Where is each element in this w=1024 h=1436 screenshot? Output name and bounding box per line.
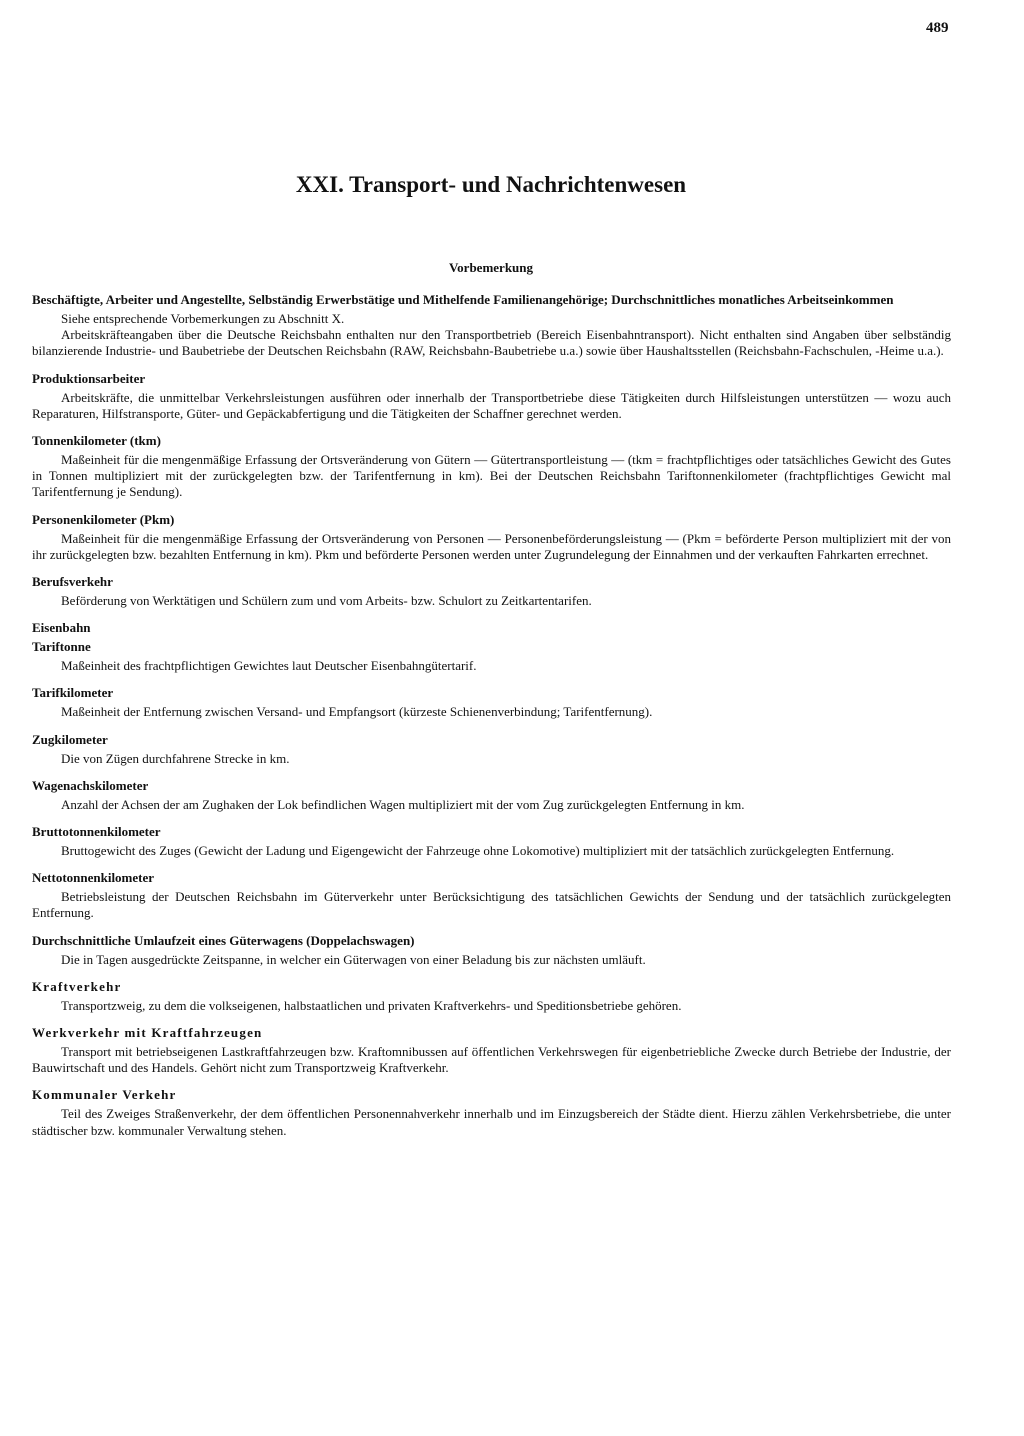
document-section [32,512,951,563]
document-section [32,933,951,968]
document-section [32,620,951,636]
document-section [32,824,951,859]
section-heading: Zugkilometer [32,731,108,747]
section-paragraph: Maßeinheit des frachtpflichtigen Gewichtes laut Deutscher Eisenbahngütertarif. [61,658,477,674]
section-heading: Wagenachskilometer [32,777,149,793]
document-section [32,732,951,767]
section-paragraph: Betriebsleistung der Deutschen Reichsbahn im Güterverkehr unter Berücksichtigung des tatsächlichen Gewichts der Sendung und der tatsächlich zurückgelegten Entfernung. [32,889,951,921]
section-paragraph: Maßeinheit für die mengenmäßige Erfassung der Ortsveränderung von Gütern — Gütertransportleistung — (tkm = frachtpflichtiges oder tatsächliches Gewicht des Gutes in Tonnen multipliziert mit der zurückgelegten bzw. der Tarifentfernung in km). Bei der Deutschen Reichsbahn Tariftonnenkilometer (frachtpflichtiges Gewicht mal Tarifentfernung je Sendung). [32,452,951,500]
section-paragraph: Beförderung von Werktätigen und Schülern zum und vom Arbeits- bzw. Schulort zu Zeitkartentarifen. [61,593,592,609]
section-subtitle: Vorbemerkung [448,260,534,275]
section-heading: Werkverkehr mit Kraftfahrzeugen [32,1025,263,1041]
section-paragraph: Maßeinheit der Entfernung zwischen Versand- und Empfangsort (kürzeste Schienenverbindung; Tarifentfernung). [61,704,653,720]
document-section [32,979,951,1014]
section-heading: Beschäftigte, Arbeiter und Angestellte, Selbständig Erwerbstätige und Mithelfende Familienangehörige; Durchschnittliches monatliches Arbeitseinkommen [32,292,894,307]
section-paragraph: Die von Zügen durchfahrene Strecke in km. [61,750,290,766]
section-paragraph: Die in Tagen ausgedrückte Zeitspanne, in welcher ein Güterwagen von einer Beladung bis zur nächsten umläuft. [61,951,646,967]
page-title: XXI. Transport- und Nachrichtenwesen [295,172,687,197]
section-heading: Nettotonnenkilometer [32,870,155,886]
document-section [32,1087,951,1138]
section-paragraph: Maßeinheit für die mengenmäßige Erfassung der Ortsveränderung von Personen — Personenbeförderungsleistung — (Pkm = beförderte Person multipliziert mit der von ihr zurückgelegten bzw. bezahlten Entfernung in km). Pkm und beförderte Personen werden unter Zugrundelegung der Einnahmen und der verkauften Fahrkarten errechnet. [32,530,951,562]
section-heading: Tonnenkilometer (tkm) [32,433,161,449]
section-heading: Durchschnittliche Umlaufzeit eines Güterwagens (Doppelachswagen) [32,932,415,948]
document-body [32,292,951,1150]
section-heading: Produktionsarbeiter [32,370,146,386]
section-paragraph: Anzahl der Achsen der am Zughaken der Lok befindlichen Wagen multipliziert mit der vom Zug zurückgelegten Entfernung in km. [61,796,745,812]
section-paragraph: Bruttogewicht des Zuges (Gewicht der Ladung und Eigengewicht der Fahrzeuge ohne Lokomotive) multipliziert mit der tatsächlich zurückgelegten Entfernung. [61,843,895,859]
section-heading: Bruttotonnenkilometer [32,824,161,840]
section-heading: Personenkilometer (Pkm) [32,511,175,527]
section-paragraph: Teil des Zweiges Straßenverkehr, der dem öffentlichen Personennahverkehr innerhalb und im Einzugsbereich der Städte dient. Hierzu zählen Verkehrsbetriebe, die unter städtischer bzw. kommunaler Verwaltung stehen. [32,1106,951,1138]
document-section [32,685,951,720]
section-paragraph: Transportzweig, zu dem die volkseigenen, halbstaatlichen und privaten Kraftverkehrs- und Speditionsbetriebe gehören. [61,997,682,1013]
section-heading: Kommunaler Verkehr [32,1087,177,1103]
section-heading: Tarifkilometer [32,685,114,701]
section-heading: Berufsverkehr [32,574,113,590]
document-section [32,433,951,501]
document-section [32,371,951,422]
document-section [32,639,951,674]
section-paragraph: Siehe entsprechende Vorbemerkungen zu Abschnitt X. [61,311,345,326]
section-paragraph: Transport mit betriebseigenen Lastkraftfahrzeugen bzw. Kraftomnibussen auf öffentlichen Verkehrswegen für eigenbetriebliche Zwecke durch Betriebe der Industrie, der Bauwirtschaft und des Handels. Gehört nicht zum Transportzweig Kraftverkehr. [32,1044,951,1076]
page-number: 489 [926,20,949,36]
document-section [32,1025,951,1076]
document-section [32,778,951,813]
section-heading: Tariftonne [32,639,91,655]
document-section [32,574,951,609]
document-section [32,870,951,921]
section-paragraph: Arbeitskräfteangaben über die Deutsche Reichsbahn enthalten nur den Transportbetrieb (Bereich Eisenbahntransport). Nicht enthalten sind Angaben über selbständig bilanzierende Industrie- und Baubetriebe der Deutschen Reichsbahn (RAW, Reichsbahn-Baubetriebe u.a.) sowie über Haushaltsstellen (Reichsbahn-Fachschulen, -Heime u.a.). [32,327,951,359]
document-section [32,292,951,360]
section-paragraph: Arbeitskräfte, die unmittelbar Verkehrsleistungen ausführen oder innerhalb der Transportbetriebe diese Tätigkeiten durch Hilfsleistungen unterstützen — wozu auch Reparaturen, Hilfstransporte, Güter- und Gepäckabfertigung und die Tätigkeiten der Schaffner gerechnet werden. [32,389,951,421]
section-heading: Eisenbahn [32,620,91,636]
section-heading: Kraftverkehr [32,978,122,994]
